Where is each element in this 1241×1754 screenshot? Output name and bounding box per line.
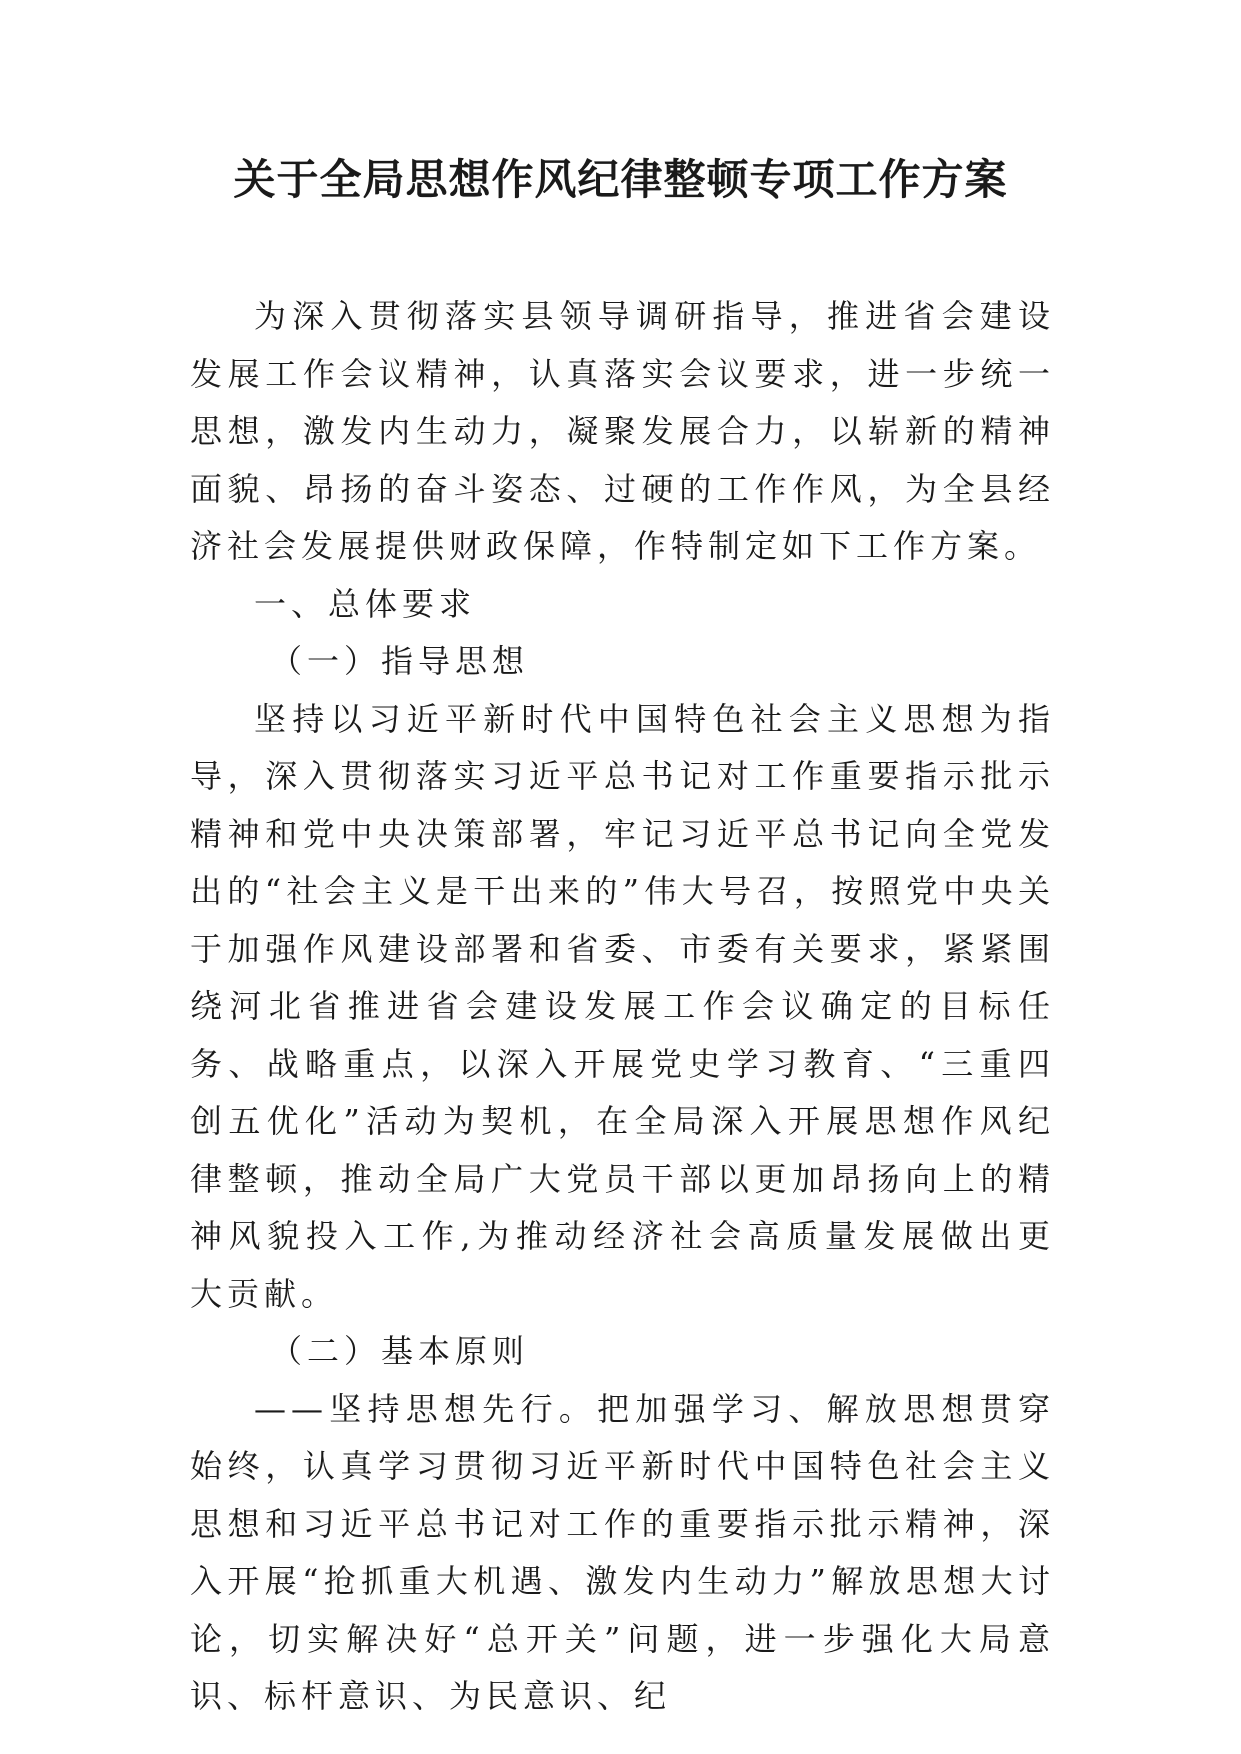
subsection-heading-basic-principles: （二）基本原则 bbox=[270, 1332, 530, 1370]
basic-principles-paragraph: ——坚持思想先行。把加强学习、解放思想贯穿始终，认真学习贯彻习近平新时代中国特色社会主义思想和习近平总书记对工作的重要指示批示精神，深入开展“抢抓重大机遇、激发内生动力”解放思想大讨论，切实解决好“总开关”问题，进一步强化大局意识、标杆意识、为民意识、纪 bbox=[190, 1389, 1055, 1715]
guiding-ideology-paragraph: 坚持以习近平新时代中国特色社会主义思想为指导，深入贯彻落实习近平总书记对工作重要指示批示精神和党中央决策部署，牢记习近平总书记向全党发出的“社会主义是干出来的”伟大号召，按照党中央关于加强作风建设部署和省委、市委有关要求，紧紧围绕河北省推进省会建设发展工作会议确定的目标任务、战略重点，以深入开展党史学习教育、“三重四创五优化”活动为契机，在全局深入开展思想作风纪律整顿，推动全局广大党员干部以更加昂扬向上的精神风貌投入工作,为推动经济社会高质量发展做出更大贡献。 bbox=[190, 699, 1055, 1313]
section-heading-general-requirements: 一、总体要求 bbox=[254, 584, 477, 623]
document-body bbox=[190, 288, 1055, 1726]
subsection-heading-guiding-ideology: （一）指导思想 bbox=[270, 642, 530, 680]
document-title: 关于全局思想作风纪律整顿专项工作方案 bbox=[233, 155, 1008, 204]
intro-paragraph: 为深入贯彻落实县领导调研指导，推进省会建设发展工作会议精神，认真落实会议要求，进一步统一思想，激发内生动力，凝聚发展合力，以崭新的精神面貌、昂扬的奋斗姿态、过硬的工作作风，为全县经济社会发展提供财政保障，作特制定如下工作方案。 bbox=[190, 297, 1055, 565]
